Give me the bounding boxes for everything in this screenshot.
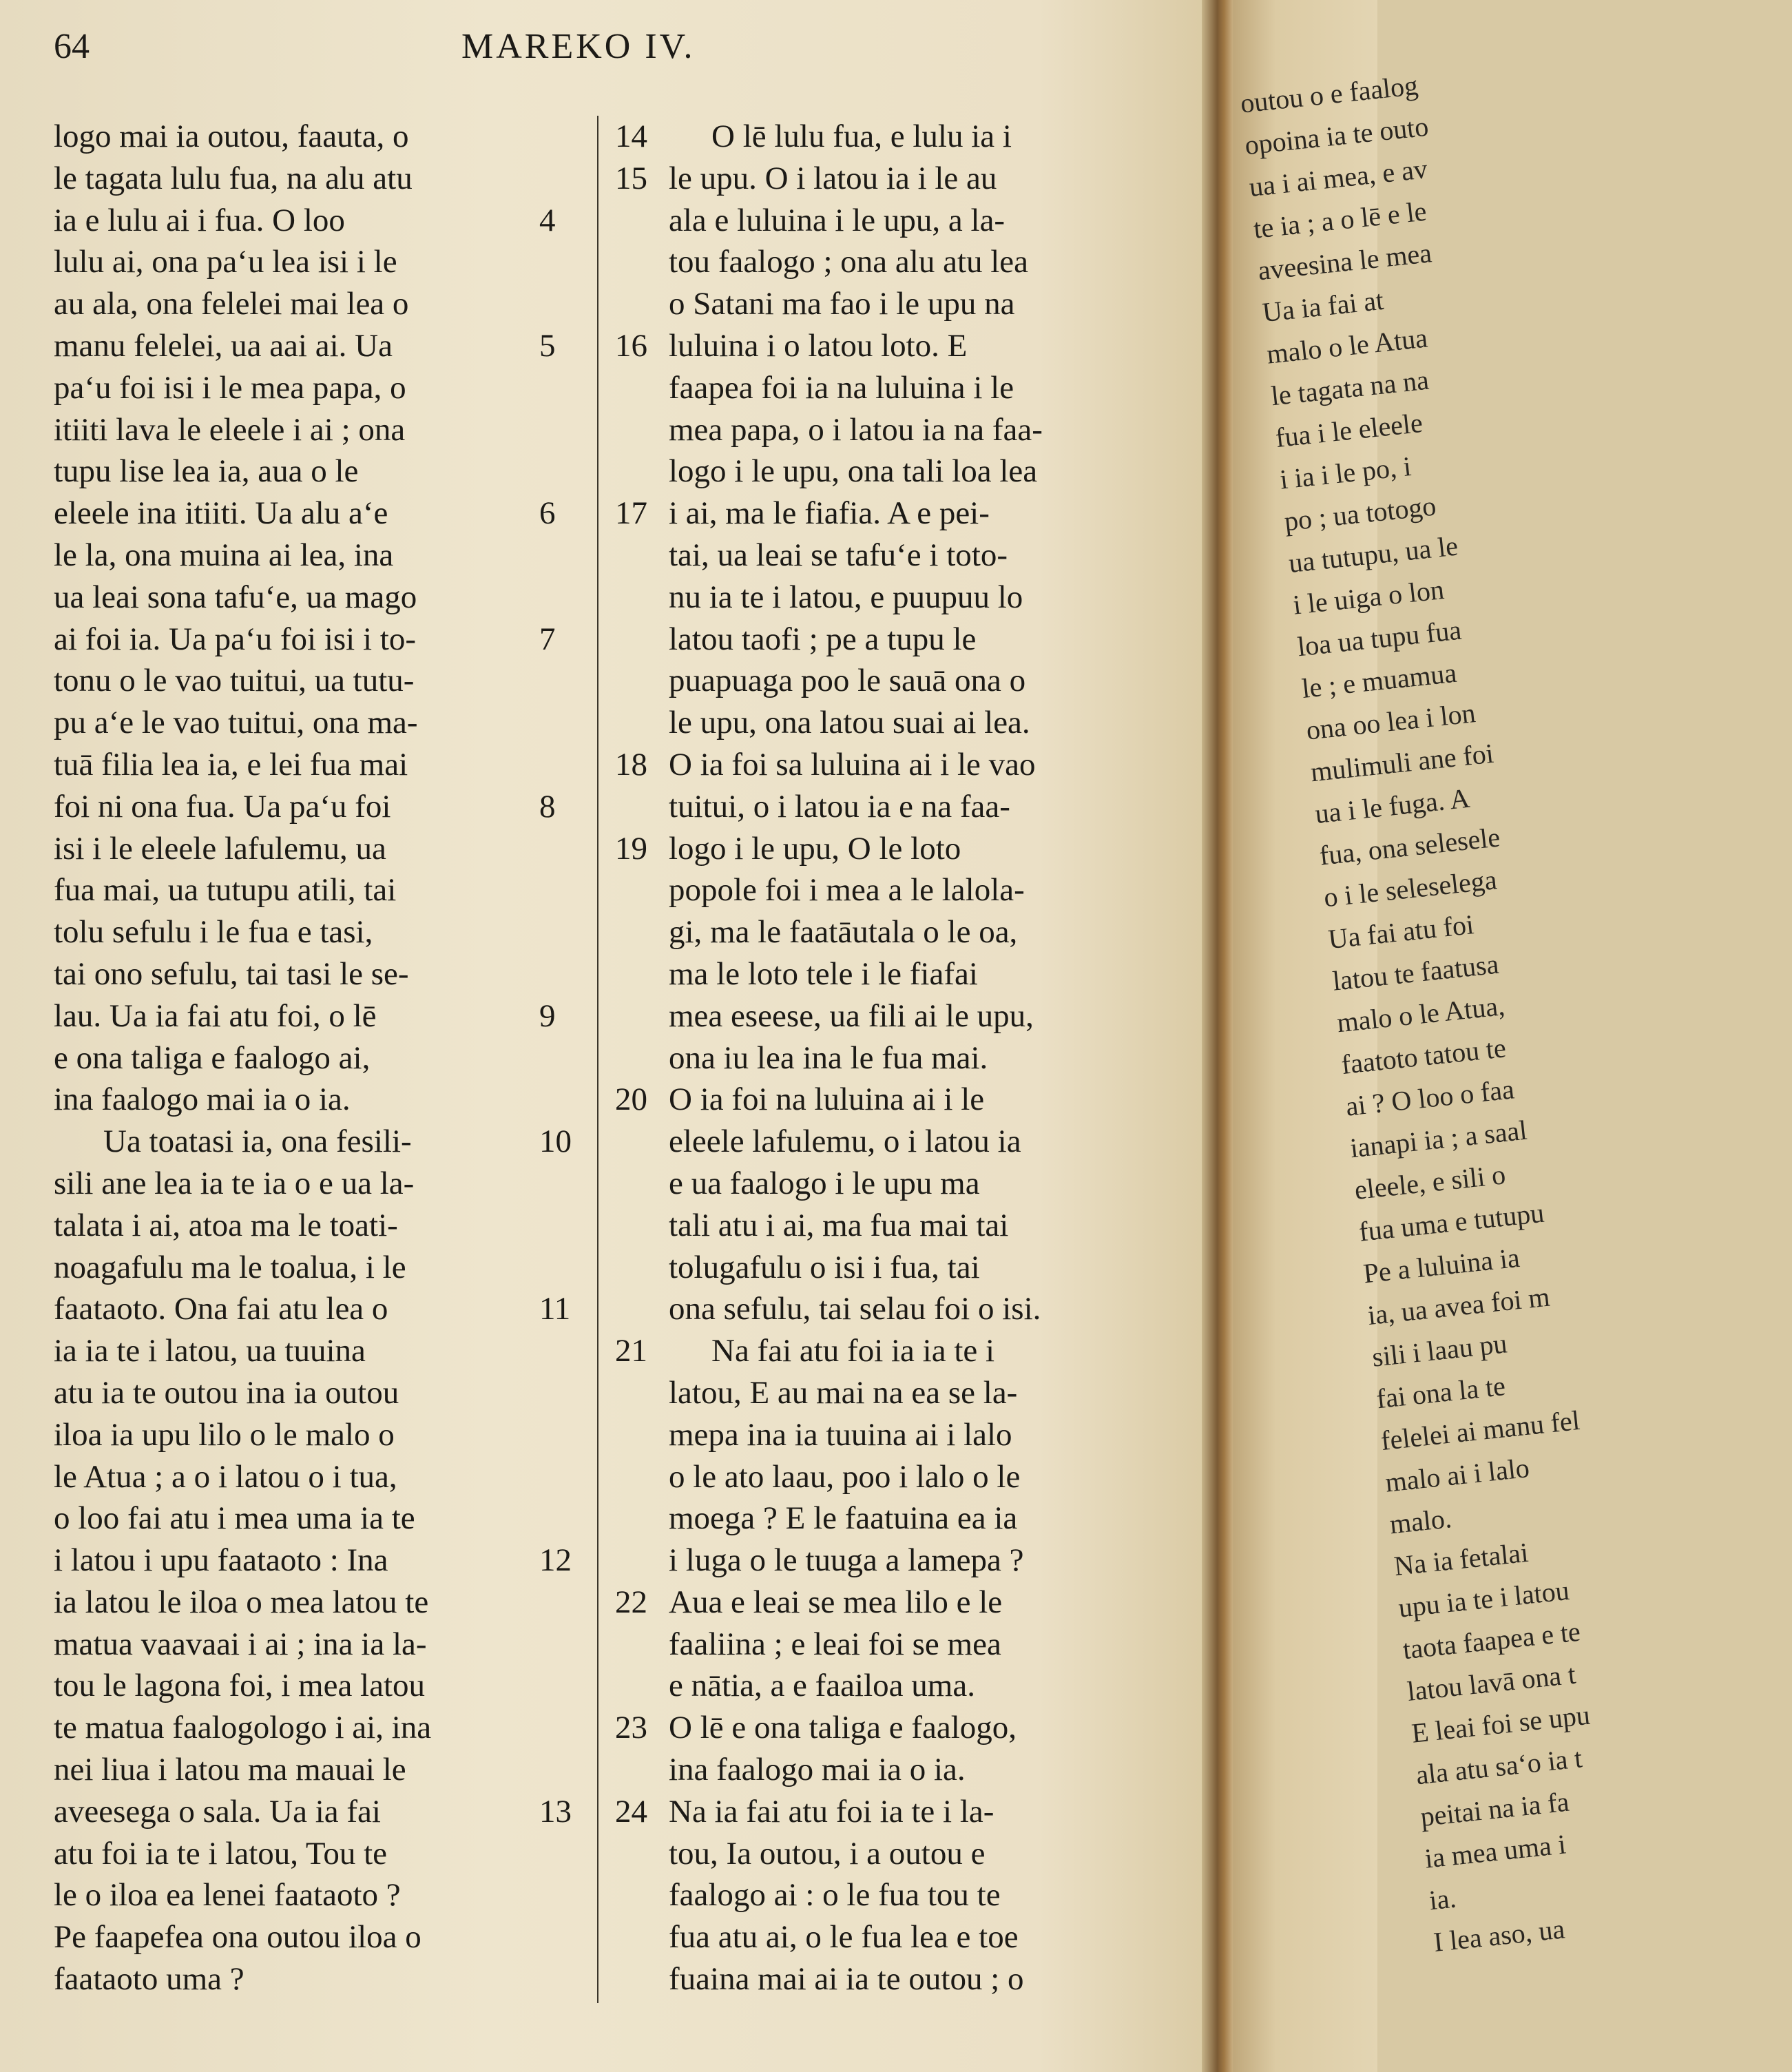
verse-text: tou le lagona foi, i mea latou bbox=[54, 1668, 426, 1704]
verse-number: 22 bbox=[615, 1584, 647, 1620]
text-line bbox=[615, 1665, 1152, 1707]
verse-text: i latou i upu faataoto : Ina bbox=[54, 1542, 388, 1579]
text-line bbox=[54, 116, 563, 158]
facing-page-line: ua i le fuga. A bbox=[1313, 782, 1472, 830]
text-line bbox=[54, 283, 563, 325]
text-line bbox=[615, 1498, 1152, 1540]
running-head bbox=[0, 26, 1220, 74]
verse-text: faataoto uma ? bbox=[54, 1961, 244, 1998]
facing-page-line: malo ai i lalo bbox=[1384, 1451, 1531, 1498]
verse-text: O ia foi na luluina ai i le bbox=[669, 1081, 985, 1118]
text-line bbox=[54, 1707, 563, 1749]
verse-text: aveesega o sala. Ua ia fai bbox=[54, 1793, 381, 1830]
text-line bbox=[615, 1540, 1152, 1582]
facing-page-line: o i le seleselega bbox=[1322, 864, 1499, 913]
verse-number: 18 bbox=[615, 746, 647, 783]
facing-page-line: outou o e faalog bbox=[1238, 69, 1419, 119]
verse-text: fua mai, ua tutupu atili, tai bbox=[54, 872, 397, 909]
facing-page-line: upu ia te i latou bbox=[1397, 1574, 1571, 1624]
text-line bbox=[54, 577, 563, 619]
text-line bbox=[54, 241, 563, 283]
verse-text: logo mai ia outou, faauta, o bbox=[54, 118, 409, 154]
verse-text: foi ni ona fua. Ua pa‘u foi bbox=[54, 788, 391, 825]
text-line bbox=[54, 1079, 563, 1121]
facing-page-line: ala atu sa‘o ia t bbox=[1414, 1742, 1584, 1791]
verse-number: 4 bbox=[539, 202, 556, 238]
page-number: 64 bbox=[54, 27, 90, 66]
verse-text: latou, E au mai na ea se la- bbox=[669, 1374, 1018, 1411]
verse-text: faaliina ; e leai foi se mea bbox=[669, 1626, 1001, 1662]
text-line bbox=[615, 1874, 1152, 1916]
facing-page-line: ua tutupu, ua le bbox=[1286, 530, 1459, 579]
verse-text: sili ane lea ia te ia o e ua la- bbox=[54, 1165, 415, 1201]
text-line bbox=[615, 1624, 1152, 1666]
verse-text: le upu. O i latou ia i le au bbox=[669, 160, 997, 196]
verse-text: tupu lise lea ia, aua o le bbox=[54, 453, 359, 490]
facing-page-line: peitai na ia fa bbox=[1419, 1785, 1571, 1833]
text-line bbox=[54, 1749, 563, 1791]
text-line bbox=[54, 1665, 563, 1707]
facing-page-line: taota faapea e te bbox=[1401, 1615, 1582, 1666]
text-line bbox=[54, 911, 563, 953]
verse-text: e ua faalogo i le upu ma bbox=[669, 1165, 980, 1201]
verse-number: 14 bbox=[615, 118, 647, 154]
text-line bbox=[615, 1247, 1152, 1289]
text-line bbox=[615, 1288, 1152, 1330]
text-line bbox=[615, 1707, 1152, 1749]
verse-text: o Satani ma fao i le upu na bbox=[669, 286, 1015, 322]
text-line bbox=[615, 1456, 1152, 1498]
facing-page-line: ia mea uma i bbox=[1423, 1828, 1567, 1874]
verse-text: latou taofi ; pe a tupu le bbox=[669, 621, 977, 657]
facing-page-line: po ; ua totogo bbox=[1282, 490, 1438, 537]
verse-text: ona sefulu, tai selau foi o isi. bbox=[669, 1291, 1041, 1327]
verse-text: ona iu lea ina le fua mai. bbox=[669, 1039, 988, 1076]
text-line bbox=[615, 1330, 1152, 1372]
facing-page-line: E leai foi se upu bbox=[1410, 1699, 1592, 1749]
text-line bbox=[54, 1624, 563, 1666]
verse-text: moega ? E le faatuina ea ia bbox=[669, 1500, 1018, 1537]
text-line bbox=[54, 786, 563, 828]
verse-text: gi, ma le faatāutala o le oa, bbox=[669, 914, 1018, 951]
verse-text: tolu sefulu i le fua e tasi, bbox=[54, 914, 373, 951]
verse-text: ina faalogo mai ia o ia. bbox=[669, 1752, 966, 1788]
text-line bbox=[54, 619, 563, 661]
text-line bbox=[615, 577, 1152, 619]
verse-text: luluina i o latou loto. E bbox=[669, 327, 968, 364]
verse-text: le Atua ; a o i latou o i tua, bbox=[54, 1458, 397, 1495]
verse-text: itiiti lava le eleele i ai ; ona bbox=[54, 411, 406, 448]
facing-page-line: i ia i le po, i bbox=[1278, 450, 1413, 495]
verse-text: matua vaavaai i ai ; ina ia la- bbox=[54, 1626, 427, 1662]
verse-text: Pe faapefea ona outou iloa o bbox=[54, 1919, 421, 1956]
facing-page-line: le tagata na na bbox=[1269, 364, 1430, 412]
verse-text: noagafulu ma le toalua, i le bbox=[54, 1249, 406, 1285]
text-line bbox=[54, 535, 563, 577]
facing-page-line: faatoto tatou te bbox=[1340, 1032, 1508, 1081]
verse-text: tali atu i ai, ma fua mai tai bbox=[669, 1207, 1009, 1243]
facing-page-line: Pe a luluina ia bbox=[1362, 1241, 1521, 1289]
facing-page-line: I lea aso, ua bbox=[1432, 1913, 1567, 1958]
text-line bbox=[615, 786, 1152, 828]
text-line bbox=[54, 1288, 571, 1330]
verse-text: faapea foi ia na luluina i le bbox=[669, 369, 1014, 406]
text-line bbox=[615, 325, 1152, 367]
facing-page-line: fua uma e tutupu bbox=[1357, 1196, 1546, 1247]
facing-page-line: ia. bbox=[1428, 1882, 1458, 1916]
facing-page-line: malo o le Atua, bbox=[1335, 990, 1506, 1039]
verse-text: logo i le upu, ona tali loa lea bbox=[669, 453, 1038, 490]
verse-text: Ua toatasi ia, ona fesili- bbox=[103, 1123, 412, 1160]
text-line bbox=[615, 1958, 1152, 2000]
text-line bbox=[54, 493, 563, 535]
facing-page-line: Ua fai atu foi bbox=[1326, 909, 1476, 955]
text-line bbox=[615, 828, 1152, 870]
verse-text: i ai, ma le fiafia. A e pei- bbox=[669, 495, 990, 532]
verse-text: pa‘u foi isi i le mea papa, o bbox=[54, 369, 406, 406]
text-line bbox=[615, 1079, 1152, 1121]
verse-number: 10 bbox=[539, 1123, 572, 1160]
verse-text: tou, Ia outou, i a outou e bbox=[669, 1835, 986, 1872]
verse-number: 5 bbox=[539, 327, 556, 364]
facing-page-line: ona oo lea i lon bbox=[1304, 697, 1477, 746]
verse-text: tai ono sefulu, tai tasi le se- bbox=[54, 955, 409, 992]
facing-page-line: sili i laau pu bbox=[1371, 1327, 1509, 1373]
text-line bbox=[54, 1833, 563, 1875]
text-line bbox=[615, 702, 1152, 744]
text-line bbox=[54, 869, 563, 911]
text-line bbox=[54, 1163, 563, 1205]
verse-text: ina faalogo mai ia o ia. bbox=[54, 1081, 351, 1118]
verse-text: le tagata lulu fua, na alu atu bbox=[54, 160, 413, 196]
facing-page-line: malo. bbox=[1388, 1502, 1453, 1540]
text-line bbox=[54, 1414, 563, 1456]
text-line bbox=[615, 535, 1152, 577]
text-line bbox=[615, 1163, 1152, 1205]
text-line bbox=[54, 828, 563, 870]
text-line bbox=[54, 1330, 563, 1372]
facing-page-line: aveesina le mea bbox=[1256, 237, 1433, 287]
text-line bbox=[615, 1833, 1152, 1875]
facing-page-line: fua, ona selesele bbox=[1317, 821, 1502, 871]
text-line bbox=[54, 995, 563, 1037]
verse-text: Aua e leai se mea lilo e le bbox=[669, 1584, 1003, 1620]
verse-text: e nātia, a e faailoa uma. bbox=[669, 1668, 975, 1704]
text-line bbox=[615, 911, 1152, 953]
book-gutter bbox=[1202, 0, 1236, 2072]
text-line bbox=[54, 953, 563, 995]
verse-text: ai foi ia. Ua pa‘u foi isi i to- bbox=[54, 621, 416, 657]
text-line bbox=[615, 1582, 1152, 1624]
verse-text: pu a‘e le vao tuitui, ona ma- bbox=[54, 705, 418, 741]
text-line bbox=[54, 1791, 572, 1833]
verse-text: o le ato laau, poo i lalo o le bbox=[669, 1458, 1021, 1495]
text-line bbox=[615, 409, 1152, 451]
verse-text: faalogo ai : o le fua tou te bbox=[669, 1877, 1001, 1914]
verse-number: 19 bbox=[615, 830, 647, 867]
left-column bbox=[54, 116, 572, 2000]
facing-page-line: malo o le Atua bbox=[1265, 322, 1429, 370]
text-line bbox=[54, 1540, 572, 1582]
verse-text: mea eseese, ua fili ai le upu, bbox=[669, 997, 1034, 1034]
facing-page-line: i le uiga o lon bbox=[1291, 573, 1446, 621]
verse-number: 15 bbox=[615, 160, 647, 196]
text-line bbox=[615, 200, 1152, 242]
verse-text: Na ia fai atu foi ia te i la- bbox=[669, 1793, 994, 1830]
text-line bbox=[54, 1121, 572, 1163]
text-line bbox=[54, 1582, 563, 1624]
facing-page-line: ianapi ia ; a saal bbox=[1348, 1114, 1529, 1164]
verse-text: atu ia te outou ina ia outou bbox=[54, 1374, 399, 1411]
text-line bbox=[615, 1372, 1152, 1414]
facing-page-line: Na ia fetalai bbox=[1393, 1536, 1530, 1582]
verse-text: O ia foi sa luluina ai i le vao bbox=[669, 746, 1036, 783]
verse-text: logo i le upu, O le loto bbox=[669, 830, 961, 867]
text-line bbox=[615, 1749, 1152, 1791]
verse-text: ala e luluina i le upu, a la- bbox=[669, 202, 1006, 238]
verse-text: le upu, ona latou suai ai lea. bbox=[669, 705, 1030, 741]
verse-text: le o iloa ea lenei faataoto ? bbox=[54, 1877, 401, 1914]
facing-page-line: fai ona la te bbox=[1375, 1369, 1507, 1415]
verse-number: 23 bbox=[615, 1710, 647, 1746]
verse-number: 6 bbox=[539, 495, 556, 532]
verse-text: nei liua i latou ma mauai le bbox=[54, 1752, 406, 1788]
verse-text: ia ia te i latou, ua tuuina bbox=[54, 1333, 366, 1369]
text-line bbox=[615, 1121, 1152, 1163]
facing-page-line: fua i le eleele bbox=[1273, 406, 1424, 454]
text-line bbox=[615, 1916, 1152, 1958]
facing-page-text bbox=[1238, 45, 1792, 1963]
verse-number: 9 bbox=[539, 997, 556, 1034]
text-line bbox=[54, 158, 563, 200]
verse-number: 20 bbox=[615, 1081, 647, 1118]
verse-number: 8 bbox=[539, 788, 556, 825]
text-line bbox=[54, 367, 563, 409]
text-line bbox=[615, 158, 1152, 200]
facing-page-line: ai ? O loo o faa bbox=[1344, 1073, 1516, 1122]
text-line bbox=[615, 283, 1152, 325]
text-line bbox=[54, 409, 563, 451]
text-line bbox=[615, 1791, 1152, 1833]
facing-page-line: latou te faatusa bbox=[1331, 948, 1501, 997]
verse-text: lau. Ua ia fai atu foi, o lē bbox=[54, 997, 377, 1034]
verse-text: o loo fai atu i mea uma ia te bbox=[54, 1500, 415, 1537]
verse-text: au ala, ona felelei mai lea o bbox=[54, 286, 409, 322]
text-line bbox=[54, 1247, 563, 1289]
verse-number: 13 bbox=[539, 1793, 572, 1830]
verse-text: faataoto. Ona fai atu lea o bbox=[54, 1291, 388, 1327]
verse-number: 16 bbox=[615, 327, 647, 364]
verse-number: 21 bbox=[615, 1333, 647, 1369]
text-line bbox=[54, 1205, 563, 1247]
verse-text: tolugafulu o isi i fua, tai bbox=[669, 1249, 980, 1285]
text-line bbox=[54, 1037, 563, 1079]
verse-number: 7 bbox=[539, 621, 556, 657]
text-line bbox=[54, 702, 563, 744]
text-line bbox=[54, 325, 563, 367]
facing-page-line: opoina ia te outo bbox=[1243, 110, 1430, 161]
verse-text: nu ia te i latou, e puupuu lo bbox=[669, 579, 1023, 615]
text-line bbox=[54, 450, 563, 493]
verse-number: 17 bbox=[615, 495, 647, 532]
text-line bbox=[615, 450, 1152, 493]
verse-text: ia e lulu ai i fua. O loo bbox=[54, 202, 345, 238]
text-line bbox=[54, 1456, 563, 1498]
text-line bbox=[615, 116, 1152, 158]
verse-text: fua atu ai, o le fua lea e toe bbox=[669, 1919, 1019, 1956]
verse-text: ma le loto tele i le fiafai bbox=[669, 955, 978, 992]
facing-page-line: latou lavā ona t bbox=[1406, 1658, 1577, 1708]
verse-text: te matua faalogologo i ai, ina bbox=[54, 1710, 432, 1746]
facing-page-line: mulimuli ane foi bbox=[1309, 737, 1495, 788]
text-line bbox=[615, 619, 1152, 661]
text-line bbox=[615, 1205, 1152, 1247]
verse-text: tou faalogo ; ona alu atu lea bbox=[669, 244, 1029, 280]
verse-text: O lē lulu fua, e lulu ia i bbox=[711, 118, 1012, 154]
verse-text: tuā filia lea ia, e lei fua mai bbox=[54, 746, 408, 783]
text-line bbox=[615, 493, 1152, 535]
text-line bbox=[54, 744, 563, 786]
verse-number: 24 bbox=[615, 1793, 647, 1830]
verse-text: eleele lafulemu, o i latou ia bbox=[669, 1123, 1021, 1160]
verse-text: tuitui, o i latou ia e na faa- bbox=[669, 788, 1010, 825]
facing-page-edge bbox=[1233, 0, 1592, 2072]
text-line bbox=[54, 1874, 563, 1916]
verse-text: tonu o le vao tuitui, ua tutu- bbox=[54, 663, 415, 699]
text-line bbox=[615, 1414, 1152, 1456]
text-line bbox=[615, 660, 1152, 702]
verse-text: fuaina mai ai ia te outou ; o bbox=[669, 1961, 1024, 1998]
verse-text: mepa ina ia tuuina ai i lalo bbox=[669, 1416, 1012, 1453]
verse-text: ia latou le iloa o mea latou te bbox=[54, 1584, 429, 1620]
text-line bbox=[54, 1958, 563, 2000]
facing-page-line: le ; e muamua bbox=[1300, 656, 1459, 705]
facing-page-line: felelei ai manu fel bbox=[1379, 1404, 1581, 1457]
facing-page-line: eleele, e sili o bbox=[1353, 1159, 1508, 1206]
column-divider bbox=[597, 116, 598, 2003]
chapter-title: MAREKO IV. bbox=[461, 27, 696, 66]
facing-page-line: ia, ua avea foi m bbox=[1366, 1281, 1552, 1332]
verse-text: puapuaga poo le sauā ona o bbox=[669, 663, 1026, 699]
facing-page-line: loa ua tupu fua bbox=[1295, 614, 1463, 663]
text-line bbox=[615, 744, 1152, 786]
right-column bbox=[615, 116, 1152, 2000]
verse-text: Na fai atu foi ia ia te i bbox=[711, 1333, 995, 1369]
text-line bbox=[615, 367, 1152, 409]
verse-text: lulu ai, ona pa‘u lea isi i le bbox=[54, 244, 397, 280]
verse-text: i luga o le tuuga a lamepa ? bbox=[669, 1542, 1024, 1579]
verse-text: isi i le eleele lafulemu, ua bbox=[54, 830, 386, 867]
facing-page-line: Ua ia fai at bbox=[1260, 284, 1386, 329]
text-line bbox=[615, 241, 1152, 283]
facing-page-line: ua i ai mea, e av bbox=[1247, 153, 1429, 203]
verse-text: talata i ai, atoa ma le toati- bbox=[54, 1207, 398, 1243]
verse-text: ua leai sona tafu‘e, ua mago bbox=[54, 579, 417, 615]
text-line bbox=[54, 1916, 563, 1958]
verse-text: popole foi i mea a le lalola- bbox=[669, 872, 1025, 909]
verse-number: 12 bbox=[539, 1542, 572, 1579]
verse-text: manu felelei, ua aai ai. Ua bbox=[54, 327, 393, 364]
verse-text: tai, ua leai se tafu‘e i toto- bbox=[669, 537, 1008, 573]
text-line bbox=[615, 1037, 1152, 1079]
verse-text: mea papa, o i latou ia na faa- bbox=[669, 411, 1043, 448]
verse-text: le la, ona muina ai lea, ina bbox=[54, 537, 394, 573]
text-line bbox=[615, 869, 1152, 911]
facing-page-line: te ia ; a o lē e le bbox=[1251, 195, 1428, 245]
verse-text: e ona taliga e faalogo ai, bbox=[54, 1039, 371, 1076]
verse-text: atu foi ia te i latou, Tou te bbox=[54, 1835, 387, 1872]
verse-text: eleele ina itiiti. Ua alu a‘e bbox=[54, 495, 388, 532]
text-line bbox=[615, 995, 1152, 1037]
verse-text: iloa ia upu lilo o le malo o bbox=[54, 1416, 395, 1453]
text-line bbox=[54, 660, 563, 702]
text-line bbox=[54, 200, 563, 242]
verse-text: O lē e ona taliga e faalogo, bbox=[669, 1710, 1017, 1746]
text-line bbox=[615, 953, 1152, 995]
text-line bbox=[54, 1498, 563, 1540]
verse-number: 11 bbox=[539, 1291, 571, 1327]
text-line bbox=[54, 1372, 563, 1414]
